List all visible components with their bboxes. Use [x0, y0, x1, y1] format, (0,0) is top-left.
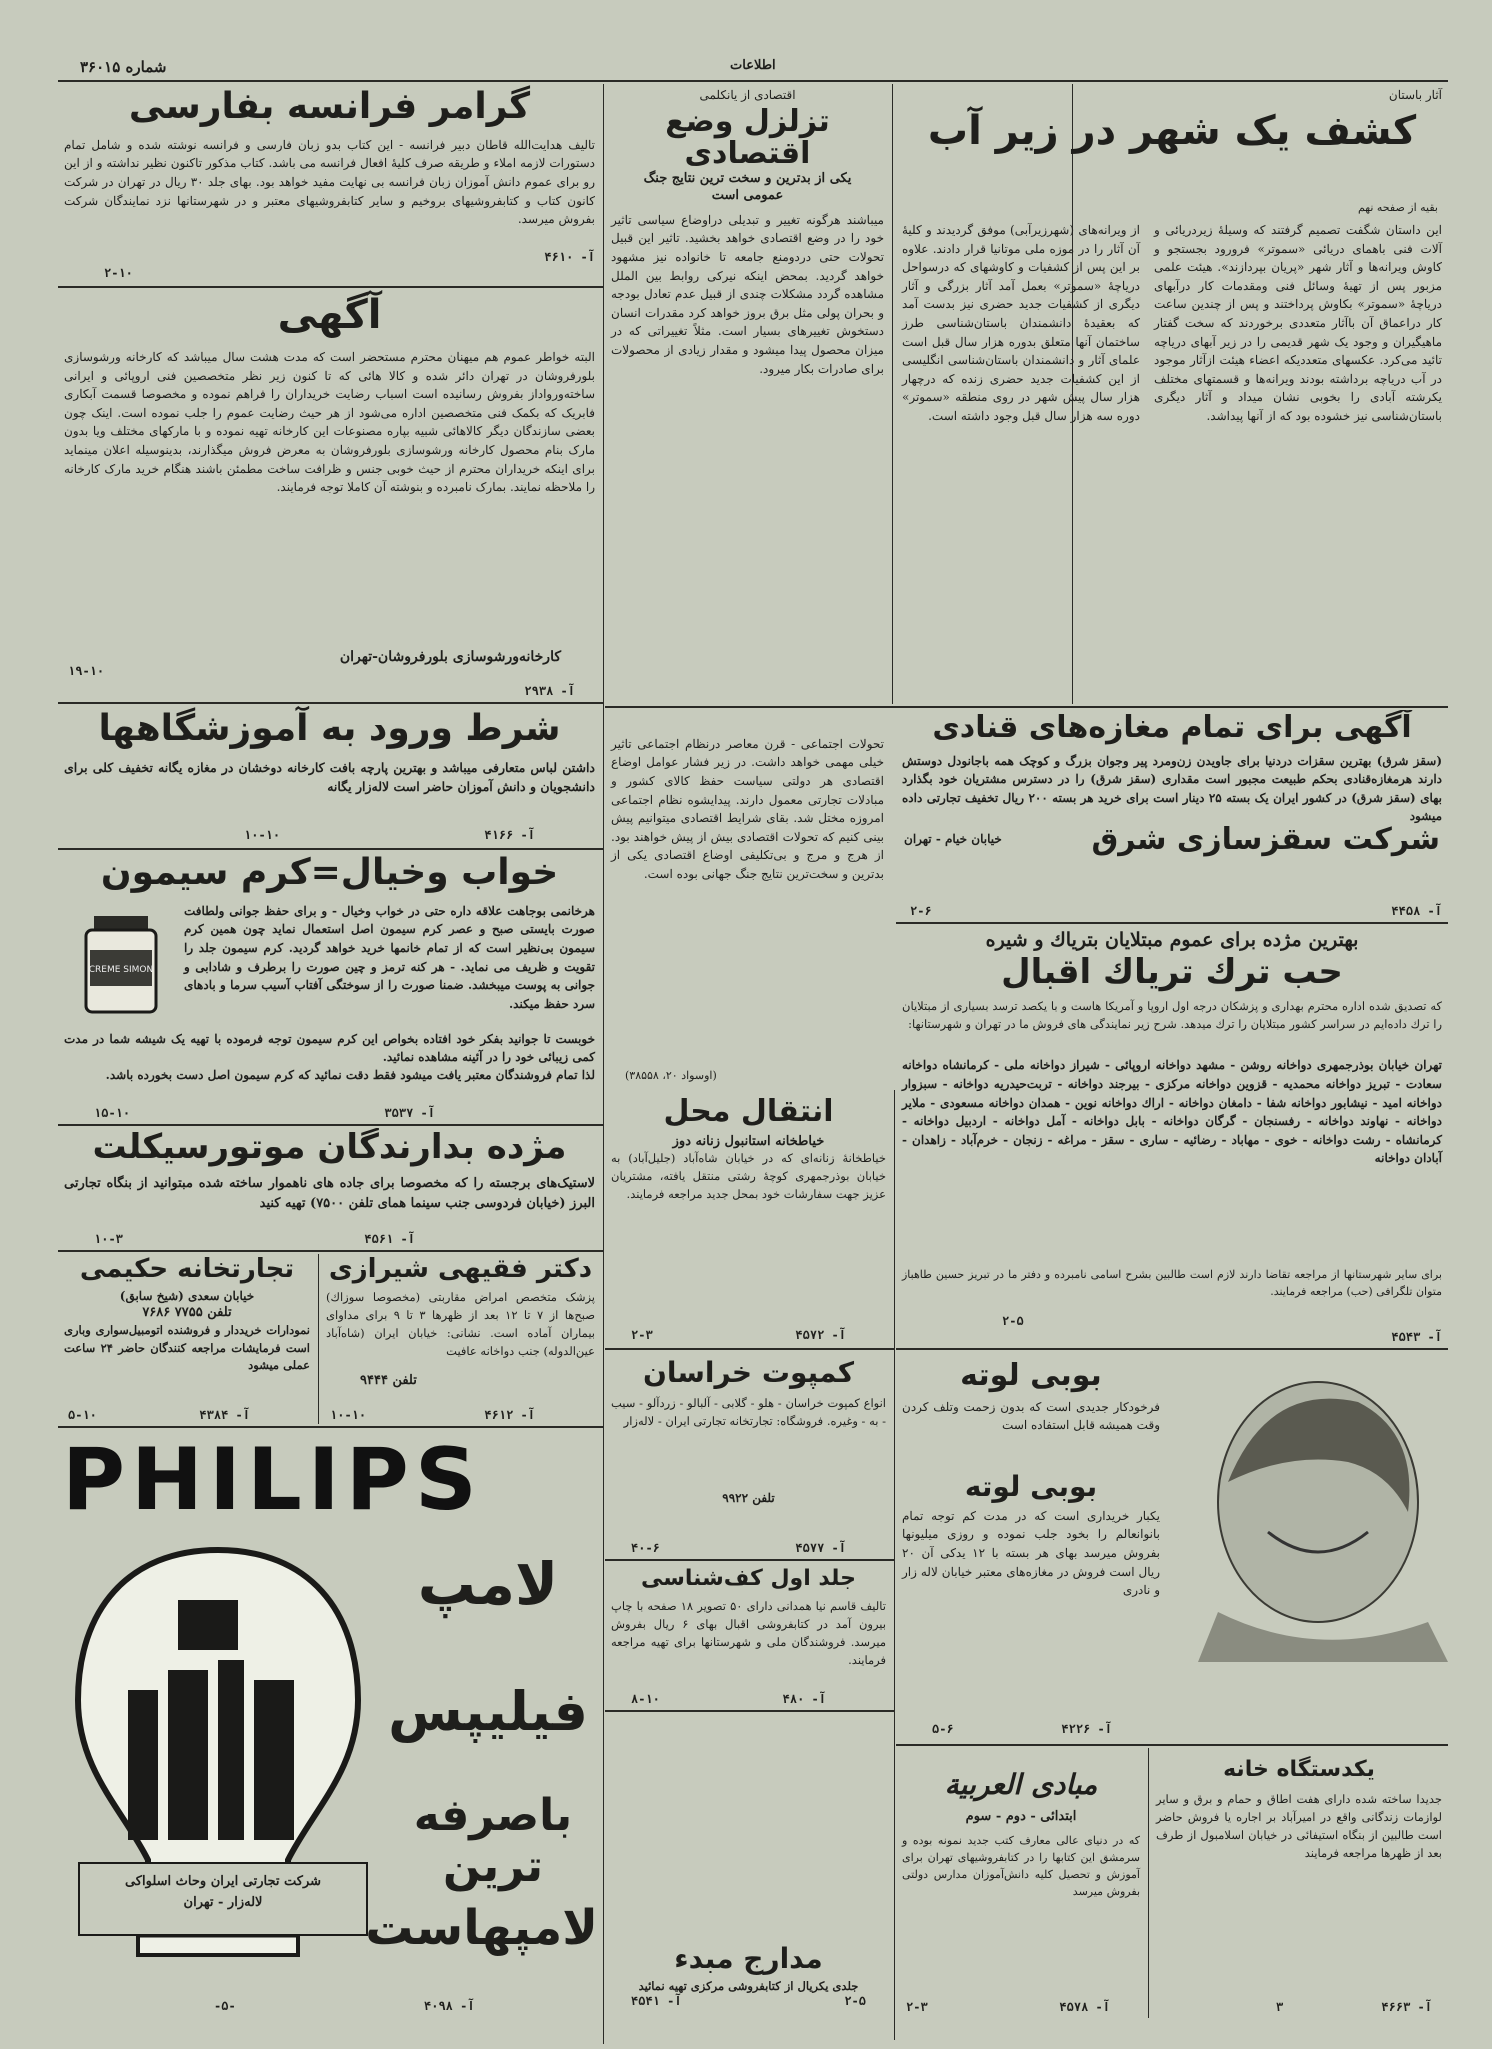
hakimi-ad	[58, 1254, 316, 1424]
divider	[605, 706, 1448, 708]
school-entry-ad	[58, 706, 601, 846]
ad-note-2: لذا تمام فروشندگان معتبر یافت میشود فقط دقت نمائید که کرم سیمون اصل دست بخورده باشد.	[105, 1067, 595, 1082]
ad-code: آ- ۴۶۶۳	[1381, 2000, 1432, 2014]
ad-code: آ- ۴۸۰	[782, 1692, 826, 1706]
notice-ad	[58, 290, 601, 700]
ad-title: مدارج مبدء	[674, 1941, 823, 1975]
ad-text: تالیف هدایت‌الله قاطان دبیر فرانسه - این کتاب بدو زبان فارسی و فرانسه نوشته شده و شامل تمام دستورات لازمه املاء و طریقه صرف کلیهٔ افعال فرانسه می باشد. کتاب مذکور تاکنون نظیر نداشته و از این رو برای عموم دانش آموزان زبان فرانسه بی نهایت مفید خواهد بود. بهای جلد ۳۰ ریال در تهران در شرکت کانون کتاب و کتابفروشیهای بروخیم و سایر کتابفروشیهای معتبر و در شهرستانها نزد نمایندگان شرکت بفروش میرسد.	[64, 137, 596, 227]
ad-code: آ- ۴۵۶۱	[364, 1232, 415, 1246]
ad-cities: تهران خیابان بوذرجمهری دواخانه روشن - مشهد دواخانه اروپائی - شیراز دواخانه ملی - کرمانشاه دواخانه سعادت - تبریز دواخانه محمدیه - قزوین دواخانه مرکزی - بیرجند دواخانه - تربت‌حیدریه دواخانه - سبزوار دواخانه امید - نیشابور دواخانه شفا - دامغان دواخانه - اراك دواخانه نوین - همدان دواخانه مسعودی - ملایر دواخانه - نهاوند دواخانه - رفسنجان - گرگان دواخانه - بابل دواخانه - آمل دواخانه - اردبیل دواخانه - کرمانشاه - رشت دواخانه - خوی - مهاباد - رضائیه - ساری - سقز - مراغه - زنجان - خرم‌آباد - زاهدان - آبادان دواخانه	[902, 1058, 1442, 1166]
ad-code: آ- ۴۱۶۶	[484, 828, 535, 842]
article-title: تزلزل وضع اقتصادی	[665, 104, 830, 171]
article-signature: (اوسواد ۲۰، ۳۸۵۵۸)	[625, 1069, 717, 1082]
article-text-b: تحولات اجتماعی - قرن معاصر درنظام اجتماعی تاثیر خیلی مهمی خواهد داشت. در زیر فشار عوامل اوضاع اقتصادی هر دولتی سیاست حفظ کالای کشور و مبادلات تجارتی معمول دارند. پیدایشوه نظام اجتماعی امروزه مختل شد. بقای شرایط اقتصادی میتوانیم پیش بینی کنیم که تحولات اقتصادی بیش از پیش خواهند بود. از هرج و مرج و بی‌تکلیفی اوضاع اقتصادی یکی از بدترین و سخت‌ترین نتایج جنگ جهانی بوده است.	[611, 736, 884, 881]
ad-date: ۵-۱۰	[68, 1408, 97, 1422]
ad-code: آ- ۴۵۴۱	[631, 1994, 682, 2008]
divider	[605, 1710, 894, 1712]
madarej-ad	[605, 1714, 892, 2014]
ad-date: ۲-۵	[1002, 1314, 1024, 1328]
doctor-ad	[320, 1254, 601, 1424]
ad-text: فرخودکار جدیدی است که بدون زحمت وتلف کردن وقت همیشه قابل استفاده است	[902, 1399, 1160, 1433]
divider	[605, 1559, 894, 1561]
ad-date: ۱۰-۳	[94, 1232, 123, 1246]
ad-date: ۴۰-۶	[631, 1541, 660, 1555]
jar-icon	[66, 910, 176, 1020]
article-title: کشف یک شهر در زیر آب	[927, 108, 1417, 154]
article-subtitle: یکی از بدترین و سخت ترین نتایج جنگ عمومی است	[643, 171, 852, 203]
philips-ad	[58, 1430, 601, 2015]
ad-text-2: یکبار خریداری است که در مدت کم توجه تمام بانوانعالم را بخود جلب نموده و روزی میلیونها بفروش میرسد بهای هر بسته با ۱۲ یدکی آن ۲۰ ریال است فروش در مغازه‌های معتبر خیابان لاله زار و نادری	[902, 1508, 1160, 1598]
company-address: خیابان خیام - تهران	[904, 832, 1002, 847]
economic-article	[605, 86, 890, 1086]
divider	[58, 702, 603, 704]
ad-date: ۱۰-۱۰	[244, 828, 281, 842]
cream-jar-image	[66, 910, 176, 1020]
ad-date: ۲-۳	[906, 2000, 928, 2014]
divider	[58, 1426, 603, 1428]
ad-code: آ- ۴۲۲۶	[1061, 1722, 1112, 1736]
ad-top: بهترین مژده برای عموم مبتلایان بتریاك و شیره	[985, 929, 1359, 951]
article-text-b: از ویرانه‌های (شهرزیرآبی) موفق گردیدند و کلیهٔ آن آثار را در موزه ملی موتانیا قرار دادند. علاوه بر این پس از کشفیات و کاوشهای که درسواحل دریاچهٔ «سموتر» بعمل آمد آثار بزرگی و آثار دیگری از کشفیات جدید حضری نیز بدست آمد که بعقیدهٔ دانشمندان باستان‌شناسی طرز ساختمان آنها متعلق بدوره هزار سال قبل است علمای آثار و دانشمندان باستان‌شناسی انگلیسی از این کشفیات جدید حضری زنده که درچهار هزار سال پیش شهر در روی منطقه «سموتر» دوره سه هزار سال قبل وجود داشته است.	[902, 223, 1140, 423]
divider-v	[318, 1254, 319, 1424]
ad-code: آ- ۴۴۵۸	[1391, 904, 1442, 918]
ad-date: ۲-۳	[631, 1328, 653, 1342]
ad-title: مبادی العربیة	[944, 1768, 1098, 1801]
article-text-a: این داستان شگفت تصمیم گرفتند که وسیلهٔ زیردریائی و آلات فنی باهمای دریائی «سموتر» فرورود بجستجو و کاوش ویرانه‌ها و آثار شهر «پریان بپردازند». هیئت علمی مزبور پس از تهیهٔ وسائل فنی ومقدمات کار درآبهای دریاچهٔ «سموتر» بکاوش پرداختند و پس از چندین ساعت کار دراعماق آن باآثار متعددی برخوردند که سخت گفتار ماهیگیران و وجود یک شهر قدیمی را در زیر آبهای دریاچه تائید می‌کرد. عکسهای متعددیکه اعضاء هیئت ازآثار موجود در آب دریاچه برداشته بودند ویرانه‌ها و قسمتهای مختلف یکرشته آبادی را بخوبی نشان میداد و آثار دیگری باستان‌شناسی نیز خشوده بود که از آنها پیداشد.	[1154, 223, 1442, 423]
ad-date: -۵-	[214, 1999, 236, 2013]
ad-text: لاستیک‌های برجسته را که مخصوصا برای جاده های ناهموار ساخته شده مبتوانید از بنگاه تجارتی البرز (خیابان فردوسی جنب سینما همای تلفن ۷۵۰۰) تهیه کنید	[64, 1175, 595, 1211]
grammar-ad	[58, 84, 601, 284]
ad-title: حب ترك تریاك اقبال	[1001, 951, 1343, 992]
bulb-icon	[68, 1540, 368, 2010]
ad-footer: برای سایر شهرستانها از مراجعه تقاضا دارند لازم است طالبین بشرح اسامی نامبرده و دفتر ما در تبریز حسین طاهباز متوان تلگرافی (حب) مراجعه فرمایند.	[902, 1268, 1442, 1299]
ad-title-2: بوبی لوته	[964, 1469, 1098, 1503]
company-name: شرکت سقزسازی شرق	[1091, 821, 1440, 857]
issue-number: شماره ۳۶۰۱۵	[80, 58, 167, 76]
ad-code: آ- ۴۶۱۲	[484, 1408, 535, 1422]
ad-code: آ- ۴۳۸۴	[199, 1408, 250, 1422]
section-tag: آثار باستان	[1388, 88, 1442, 102]
house-for-sale-ad	[1150, 1748, 1448, 2018]
col-divider-2	[892, 84, 893, 704]
article-text: میباشند هرگونه تغییر و تبدیلی دراوضاع سیاسی تاثیر خود را در وضع اقتصادی خواهد بخشید. تاثیر این قبیل تحولات حتی دردومنع جامعه تا خانواده نیز مشهود خواهد گردید. بمحض اینکه نیرکی روابط بین الملل مشاهده گردد مشکلات چندی از قبیل عدم تعادل بودجه و بحران پولی مثل برق بروز خواهد کرد مقدرات انسان دستخوش تغییرهای بسیار است. مثلاً تغییراتی که در میزان محصول پیدا میشود و مقدار زیادی از محصولات برای صادرات بکار میرود.	[611, 212, 884, 376]
ad-date: ۱۹-۱۰	[68, 664, 105, 678]
ad-text: البته خواطر عموم هم میهنان محترم مستحضر است که مدت هشت سال میباشد که کارخانه ورشوسازی بلورفروشان در تهران دائر شده و کالا هائی که تا کنون زیر نظر متخصصین فنی اروپائی و ایرانی ساخته‌ورواداز بفروش رسانیده است اسباب رضایت خریداران را فراهم نموده و مخصوصا قسمت آبکاری فابریک که بکمک فنی متخصصین اداره می‌شود از هر حیث رضایت عموم را جلب نموده است. اینک چون بعضی سازندگان دیگر کالاهائی شبیه بپاره مصنوعات این کارخانه تهیه نموده و با مارکهای مختلف ویا بدون مارک بنام محصول کارخانه ورشوسازی بلورفروشان به معرض فروش میگذارند، بدینوسیله اعلان مینماید برای اینکه خریداران محترم از حیث خوبی جنس و ظرافت ساخت مطمئن باشند هنگام خرید مارک کارخانه را ملاحظه نمایند. بمارک نامبرده و بنوشته آن کاملا توجه فرمایند.	[64, 350, 595, 495]
ad-code: آ- ۲۹۳۸	[524, 684, 575, 698]
ad-date: ۲-۶	[910, 904, 932, 918]
philips-word: فیلیپس	[388, 1680, 588, 1743]
ad-code: آ- ۴۵۷۲	[795, 1328, 846, 1342]
candy-shop-ad	[896, 710, 1448, 920]
ad-code: آ- ۴۵۴۳	[1391, 1330, 1442, 1344]
ad-date: ۸-۱۰	[631, 1692, 660, 1706]
ad-text: پزشک متخصص امراض مقاربتی (مخصوصا سوزاك) صبح‌ها از ۷ تا ۱۲ بعد از ظهرها ۳ تا ۹ برای مداوای بیماران آماده است. نشانی: خیابان ایران (شاه‌آباد عین‌الدوله) جنب دواخانه عافیت	[326, 1290, 596, 1358]
ad-title: خواب وخیال=کرم سیمون	[100, 852, 559, 893]
ad-text: که در دنیای عالی معارف کتب جدید نمونه بوده و سرمشق این کتابها را در کتابفروشیهای تهران برای آموزش و تحصیل کلیه دانش‌آموزان مدارس دولتی بفروش میرسد	[902, 1834, 1140, 1899]
col-divider-3	[603, 84, 604, 2044]
ad-subtitle: ابتدائی - دوم - سوم	[965, 1809, 1077, 1825]
lamp-word: لامپ	[417, 1550, 559, 1618]
ad-signature: کارخانه‌ورشوسازی بلورفروشان-تهران	[339, 649, 561, 665]
ad-text: تالیف قاسم نیا همدانی دارای ۵۰ تصویر ۱۸ صفحه با چاپ بیرون آمد در کتابفروشی اقبال بهای ۶ ریال بفروش میرسد. فروشندگان ملی و شهرستانها برای تهیه مراجعه فرمایند.	[611, 1599, 886, 1667]
ad-date: ۵-۶	[932, 1722, 954, 1736]
ad-text: نمودارات خرید‌دار و فروشنده اتومبیل‌سواری وباری است فرمایشات مراجعه کنندگان حاضر ۲۴ ساعت عملی میشود	[64, 1322, 310, 1373]
arabic-textbook-ad	[896, 1748, 1146, 2018]
archaeology-article	[896, 86, 1448, 706]
divider	[58, 848, 603, 850]
paper-name: اطلاعات	[730, 58, 776, 73]
lamps-word: لامپهاست	[365, 1900, 598, 1956]
ad-phone: تلفن ۷۷۵۵ ۷۶۸۶	[142, 1304, 232, 1320]
ad-phone: تلفن ۹۹۲۲	[722, 1491, 775, 1506]
divider	[896, 1348, 1448, 1350]
simon-cream-ad	[58, 852, 601, 1122]
ad-title: تجارتخانه حکیمی	[79, 1254, 295, 1284]
ad-date: ٣	[1276, 2000, 1284, 2014]
palmistry-book-ad	[605, 1563, 892, 1708]
motorcycle-ad	[58, 1128, 601, 1248]
ad-title: گرامر فرانسه بفارسی	[128, 86, 531, 127]
ad-title: انتقال محل	[663, 1094, 834, 1129]
ad-title: مژده بدارندگان موتورسیکلت	[92, 1128, 567, 1167]
ad-code	[58, 250, 601, 264]
divider	[58, 1124, 603, 1126]
ad-code: آ- ۳۵۳۷	[384, 1106, 435, 1120]
divider	[896, 922, 1448, 924]
ad-text: داشتن لباس متعارفی میباشد و بهترین پارچه بافت کارخانه دوخشان در مغازه یگانه تخفیف کلی برای دانشجویان و دانش آموزان حاضر است لاله‌زار یگانه	[64, 759, 595, 795]
ad-title: بوبی لوته	[960, 1358, 1102, 1393]
ad-date: ۲-۱۰	[104, 266, 133, 280]
ad-date: ۱۰-۱۰	[330, 1408, 367, 1422]
ad-phone: تلفن ۹۴۴۴	[360, 1373, 417, 1389]
ad-note: خوبست تا جوانید بفکر خود افتاده بخواص این کرم سیمون توجه فرموده با تهیه یک شیشه شما در مدت کمی زیبائی خود را در آئینه مشاهده نمائید.	[64, 1031, 595, 1065]
opium-pill-ad	[896, 926, 1448, 1346]
ad-text: که تصدیق شده اداره محترم بهداری و پزشکان درجه اول اروپا و آمریکا هاست و با یکصد ترسد بسیاری از مبتلایان را ترك داده‌ایم در سراسر کشور مبتلایان را ترك میدهد. شرح زیر نمایندگی های فروش ما در تهران و شهرستانها:	[902, 999, 1442, 1032]
dealer-address: لاله‌زار - تهران	[183, 1895, 263, 1910]
jar-label: CREME SIMON	[88, 965, 154, 975]
ad-text: خیاطخانهٔ زنانه‌ای که در خیابان شاه‌آباد (جلیل‌آباد) به خیابان بوذرجمهری کوچهٔ رشتی منتقل یافته، مشتریان عزیز جهت سفارشات خود بمحل جدید مراجعه فرمایند.	[611, 1151, 886, 1202]
ad-text: جدیدا ساخته شده دارای هفت اطاق و حمام و برق و سایر لوازمات زندگانی واقع در امیرآباد بر اجاره یا فروش حاضر است طالبین از بنگاه استیفائی در خیابان اسلامبول از طرف بعد از ظهرها مراجعه فرمایند	[1156, 1792, 1442, 1860]
section-tag: اقتصادی از یانکلمی	[699, 88, 796, 102]
ad-date: ۲-۵	[844, 1994, 866, 2008]
compote-ad	[605, 1352, 892, 1557]
ad-text: هرخانمی بوجاهت علاقه داره حتی در خواب وخیال - و برای حفظ جوانی ولطافت صورت بایستی صبح و عصر کرم سیمون اصل استعمال نماید چون همین کرم سیمون بی‌نظیر است که از تمام خانمها خرید خواهد گردید. کرم سیمون جلد را تقویت و ظریف می نماید. - هر کنه ترمز و چین صورت را برطرف و شادابی و جوانی به پوست میبخشد. ضمنا صورت را از سوختگی آفتاب آسیب سرما و بادهای سرد حفظ میکند.	[184, 903, 595, 1011]
ad-title: آگهی برای تمام مغازه‌های قنادی	[932, 710, 1412, 745]
ad-address: خیابان سعدی (شیخ سابق)	[119, 1289, 255, 1304]
ad-title: دکتر فقیهی شیرازی	[328, 1254, 593, 1284]
ad-code: آ- ۴۰۹۸	[424, 1999, 475, 2013]
ad-title: شرط ورود به آموزشگاهها	[98, 708, 561, 749]
ad-title: جلد اول کف‌شناسی	[641, 1566, 856, 1591]
ad-date: ۱۵-۱۰	[94, 1106, 131, 1120]
ad-text: انواع کمپوت خراسان - هلو - گلابی - آلبالو - زردآلو - سیب - به - وغیره. فروشگاه: تجارتخانه تجارتی ایران - لاله‌زار	[611, 1396, 886, 1429]
economical-word: باصرفه ترین	[413, 1790, 573, 1892]
woman-portrait-image	[1158, 1362, 1448, 1662]
dealer-box	[78, 1862, 368, 1936]
ad-code: آ- ۴۵۷۷	[795, 1541, 846, 1555]
ad-subtitle: خیاطخانه استانبول زنانه دوز	[672, 1133, 825, 1149]
continued-note: بقیه از صفحه نهم	[1357, 201, 1438, 214]
ad-text: جلدی یکریال از کتابفروشی مرکزی تهیه نمائید	[638, 1979, 859, 1994]
col-divider-4	[894, 1090, 895, 2040]
ad-text: (سقز شرق) بهترین سقزات دردنیا برای جاویدن زن‌ومرد پیر وجوان بزرگ و کوچک همه باجانودل دوستش دارند هرمغازه‌قنادی بحکم طبیعت مجبور است مقداری (سقز شرق) را در دسترس مشتریان خود بگذارد بهای (سقز شرق) در کشور ایران یک بسته ۲۵ دینار است برای خرید هر بسته ۲۰۰ ریال تخفیف تجارتی داده میشود	[902, 753, 1443, 824]
divider	[896, 1744, 1448, 1746]
ad-title: آگهی	[277, 292, 382, 338]
divider	[605, 1348, 894, 1350]
divider-v	[1148, 1748, 1149, 2018]
dealer-name: شرکت تجارتی ایران وحاث اسلواکی	[124, 1874, 322, 1889]
divider	[58, 1250, 603, 1252]
header-rule	[58, 80, 1448, 82]
bobby-lute-ad	[896, 1352, 1448, 1742]
ad-code: آ- ۴۵۷۸	[1059, 2000, 1110, 2014]
brand-logo: PHILIPS	[62, 1430, 483, 1530]
ad-code-number: آ- ۴۶۱۰	[544, 249, 595, 264]
ad-title: کمپوت خراسان	[642, 1356, 855, 1389]
ad-title: یکدستگاه خانه	[1223, 1757, 1375, 1782]
divider	[58, 286, 603, 288]
